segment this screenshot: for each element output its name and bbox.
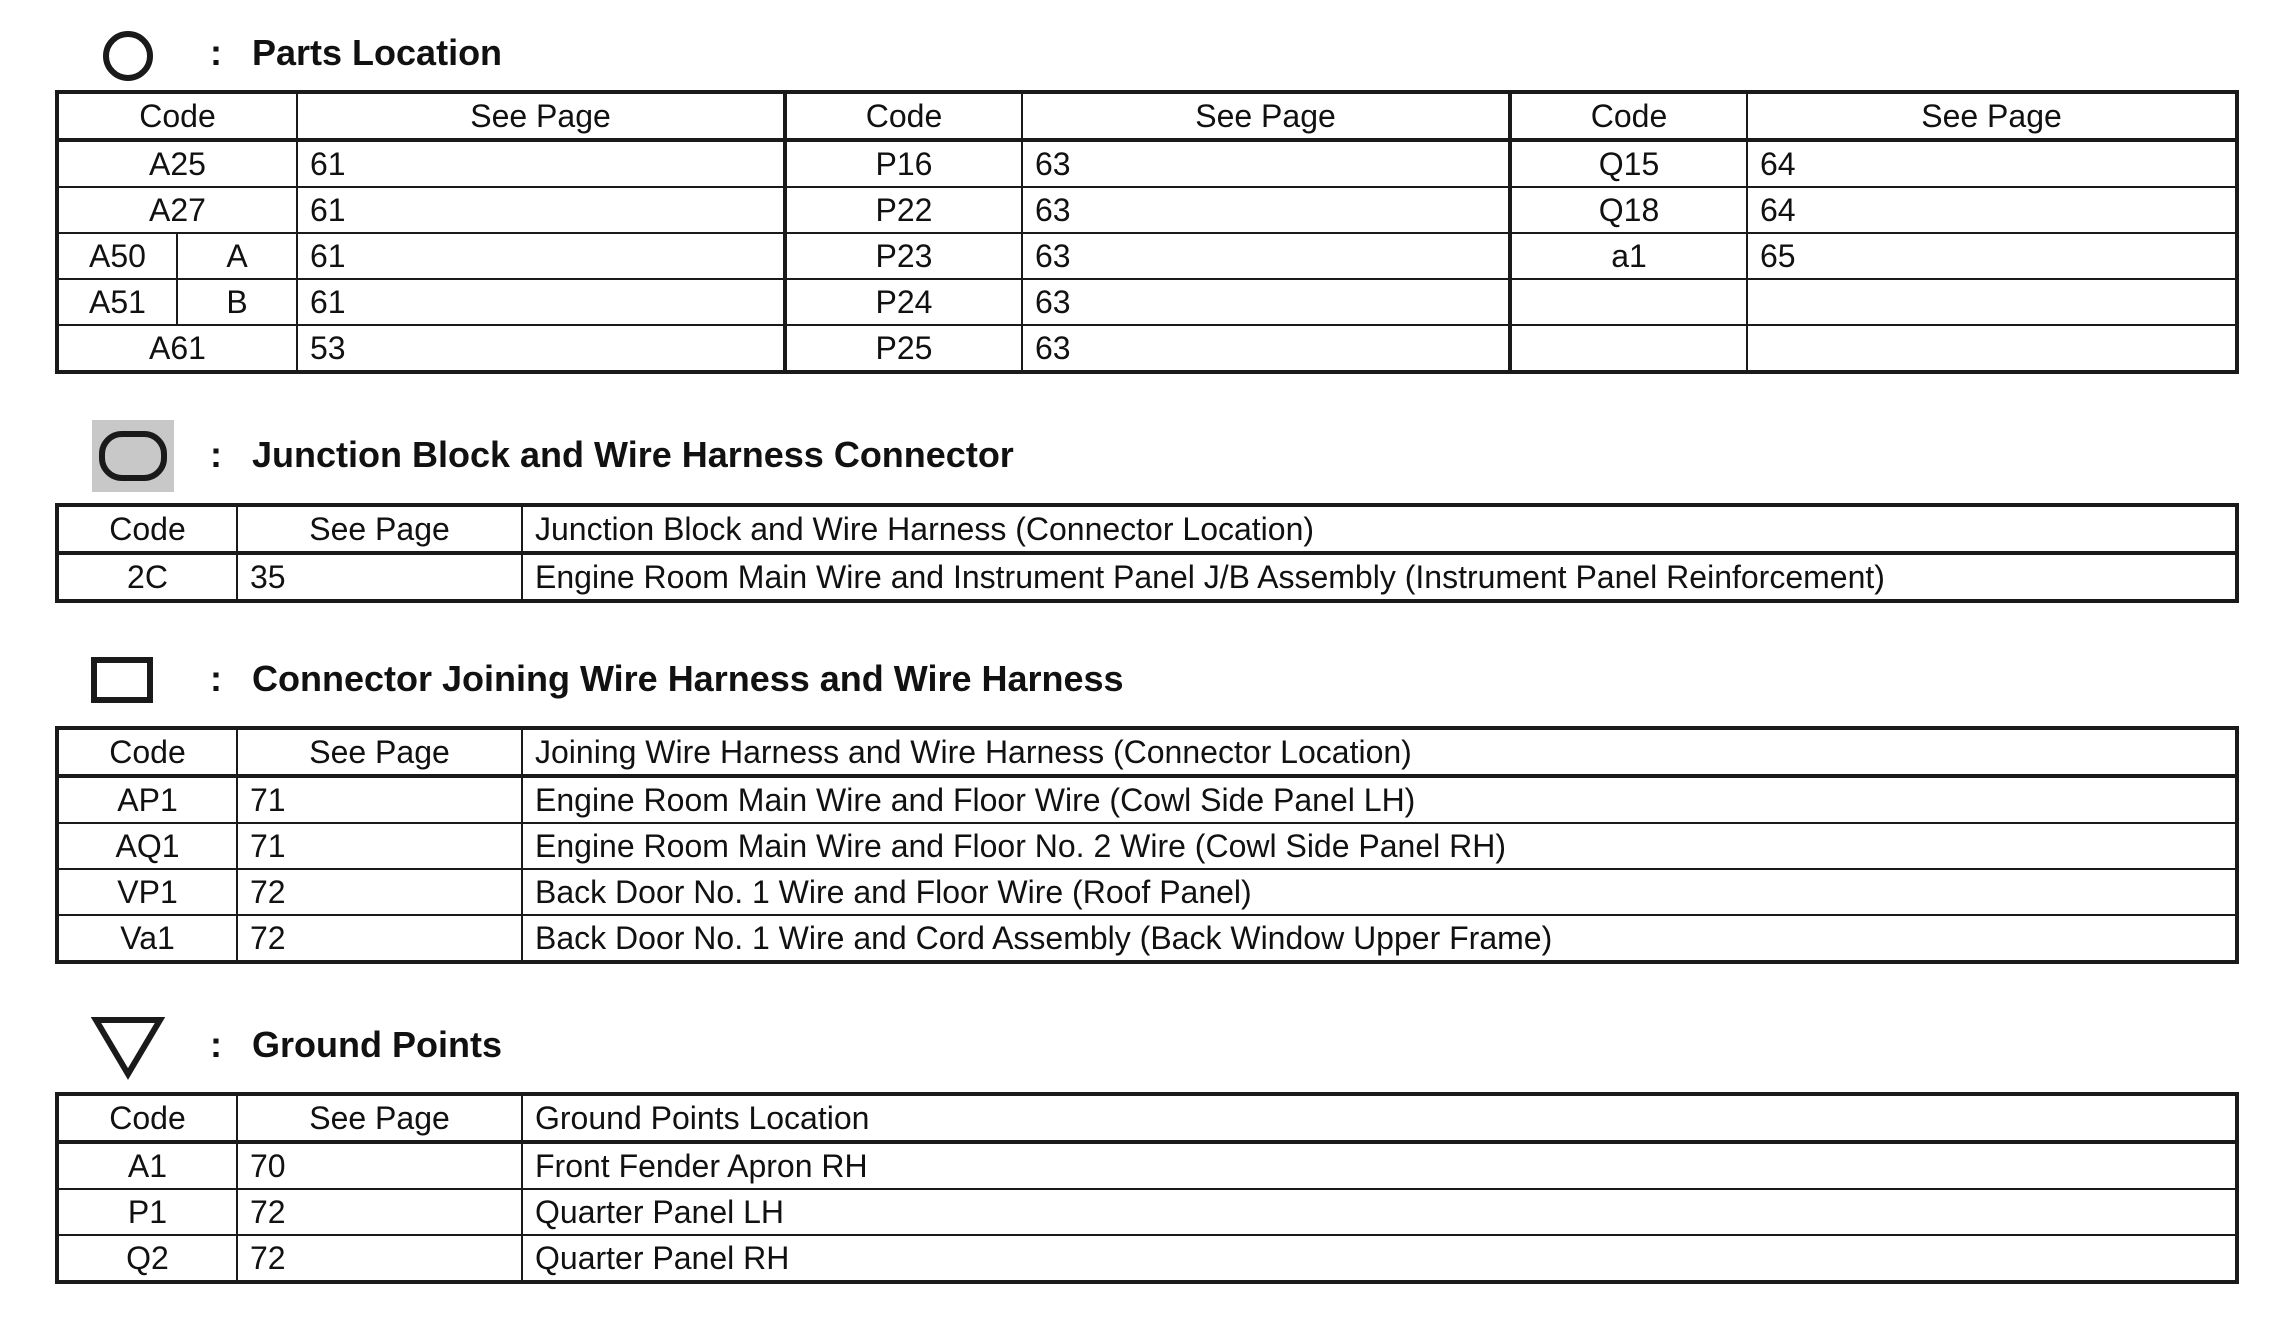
code-cell: P1 bbox=[57, 1189, 237, 1235]
parts-location-table bbox=[55, 90, 2239, 374]
code-cell: A51 bbox=[57, 279, 177, 325]
code-cell: A25 bbox=[57, 140, 297, 187]
page-cell: 61 bbox=[297, 279, 785, 325]
page-cell: 72 bbox=[237, 1235, 522, 1282]
page-cell: 35 bbox=[237, 553, 522, 601]
page-cell: 71 bbox=[237, 776, 522, 823]
code-cell: VP1 bbox=[57, 869, 237, 915]
code-cell: Q15 bbox=[1510, 140, 1747, 187]
sub-code-cell: B bbox=[177, 279, 297, 325]
ground-points-heading bbox=[0, 1018, 2272, 1078]
page-cell: 65 bbox=[1747, 233, 2237, 279]
header-see-page: See Page bbox=[1022, 92, 1510, 140]
table-row bbox=[57, 325, 2237, 372]
table-row bbox=[57, 776, 2237, 823]
header-see-page: See Page bbox=[237, 1094, 522, 1142]
page-cell bbox=[1747, 325, 2237, 372]
table-header-row bbox=[57, 1094, 2237, 1142]
table-header-row bbox=[57, 505, 2237, 553]
junction-block-title: Junction Block and Wire Harness Connector bbox=[252, 434, 1014, 475]
code-cell: AQ1 bbox=[57, 823, 237, 869]
code-cell: Va1 bbox=[57, 915, 237, 962]
code-cell: A1 bbox=[57, 1142, 237, 1189]
heading-colon: : bbox=[210, 1024, 222, 1065]
heading-colon: : bbox=[210, 658, 222, 699]
page-cell: 63 bbox=[1022, 140, 1510, 187]
sub-code-cell: A bbox=[177, 233, 297, 279]
table-row bbox=[57, 187, 2237, 233]
code-cell bbox=[1510, 279, 1747, 325]
code-cell: A61 bbox=[57, 325, 297, 372]
table-row bbox=[57, 553, 2237, 601]
code-cell: Q18 bbox=[1510, 187, 1747, 233]
header-code: Code bbox=[57, 92, 297, 140]
location-cell: Back Door No. 1 Wire and Floor Wire (Roof Panel) bbox=[522, 869, 2237, 915]
rectangle-icon bbox=[90, 656, 156, 708]
location-cell: Engine Room Main Wire and Instrument Panel J/B Assembly (Instrument Panel Reinforcement) bbox=[522, 553, 2237, 601]
page-cell: 63 bbox=[1022, 187, 1510, 233]
table-row bbox=[57, 233, 2237, 279]
location-cell: Engine Room Main Wire and Floor No. 2 Wire (Cowl Side Panel RH) bbox=[522, 823, 2237, 869]
table-row bbox=[57, 279, 2237, 325]
triangle-down-icon bbox=[90, 1012, 166, 1082]
page-cell: 63 bbox=[1022, 325, 1510, 372]
code-cell: AP1 bbox=[57, 776, 237, 823]
heading-colon: : bbox=[210, 32, 222, 73]
header-see-page: See Page bbox=[237, 728, 522, 776]
header-code: Code bbox=[57, 505, 237, 553]
page-cell: 63 bbox=[1022, 279, 1510, 325]
location-cell: Quarter Panel LH bbox=[522, 1189, 2237, 1235]
page-cell: 61 bbox=[297, 233, 785, 279]
connector-joining-table bbox=[55, 726, 2239, 964]
page-cell: 72 bbox=[237, 869, 522, 915]
location-cell: Front Fender Apron RH bbox=[522, 1142, 2237, 1189]
code-cell: P25 bbox=[785, 325, 1022, 372]
table-row bbox=[57, 823, 2237, 869]
code-cell: P24 bbox=[785, 279, 1022, 325]
header-see-page: See Page bbox=[297, 92, 785, 140]
header-code: Code bbox=[57, 1094, 237, 1142]
heading-colon: : bbox=[210, 434, 222, 475]
ground-points-table bbox=[55, 1092, 2239, 1284]
location-cell: Engine Room Main Wire and Floor Wire (Cowl Side Panel LH) bbox=[522, 776, 2237, 823]
circle-icon bbox=[98, 26, 158, 86]
connector-joining-title: Connector Joining Wire Harness and Wire Harness bbox=[252, 658, 1124, 699]
page-cell: 64 bbox=[1747, 187, 2237, 233]
junction-block-heading bbox=[0, 428, 2272, 488]
ground-points-title: Ground Points bbox=[252, 1024, 502, 1065]
parts-location-heading bbox=[0, 26, 2272, 86]
parts-location-title: Parts Location bbox=[252, 32, 503, 73]
page-cell: 53 bbox=[297, 325, 785, 372]
table-row bbox=[57, 915, 2237, 962]
header-location: Junction Block and Wire Harness (Connector Location) bbox=[522, 505, 2237, 553]
table-row bbox=[57, 140, 2237, 187]
page-cell: 64 bbox=[1747, 140, 2237, 187]
table-row bbox=[57, 1142, 2237, 1189]
location-cell: Back Door No. 1 Wire and Cord Assembly (Back Window Upper Frame) bbox=[522, 915, 2237, 962]
code-cell: P23 bbox=[785, 233, 1022, 279]
code-cell: P22 bbox=[785, 187, 1022, 233]
code-cell: 2C bbox=[57, 553, 237, 601]
code-cell bbox=[1510, 325, 1747, 372]
page-cell: 61 bbox=[297, 187, 785, 233]
page-cell: 71 bbox=[237, 823, 522, 869]
header-location: Ground Points Location bbox=[522, 1094, 2237, 1142]
code-cell: Q2 bbox=[57, 1235, 237, 1282]
header-see-page: See Page bbox=[1747, 92, 2237, 140]
header-code: Code bbox=[1510, 92, 1747, 140]
page-cell bbox=[1747, 279, 2237, 325]
page-cell: 72 bbox=[237, 1189, 522, 1235]
header-location: Joining Wire Harness and Wire Harness (Connector Location) bbox=[522, 728, 2237, 776]
junction-block-table bbox=[55, 503, 2239, 603]
table-header-row bbox=[57, 728, 2237, 776]
code-cell: A50 bbox=[57, 233, 177, 279]
table-header-row bbox=[57, 92, 2237, 140]
table-row bbox=[57, 869, 2237, 915]
rounded-rect-icon bbox=[92, 420, 174, 492]
code-cell: a1 bbox=[1510, 233, 1747, 279]
header-code: Code bbox=[785, 92, 1022, 140]
page-cell: 61 bbox=[297, 140, 785, 187]
location-cell: Quarter Panel RH bbox=[522, 1235, 2237, 1282]
page-cell: 70 bbox=[237, 1142, 522, 1189]
header-code: Code bbox=[57, 728, 237, 776]
code-cell: A27 bbox=[57, 187, 297, 233]
page-cell: 63 bbox=[1022, 233, 1510, 279]
connector-joining-heading bbox=[0, 652, 2272, 712]
table-row bbox=[57, 1235, 2237, 1282]
table-row bbox=[57, 1189, 2237, 1235]
code-cell: P16 bbox=[785, 140, 1022, 187]
page-cell: 72 bbox=[237, 915, 522, 962]
header-see-page: See Page bbox=[237, 505, 522, 553]
